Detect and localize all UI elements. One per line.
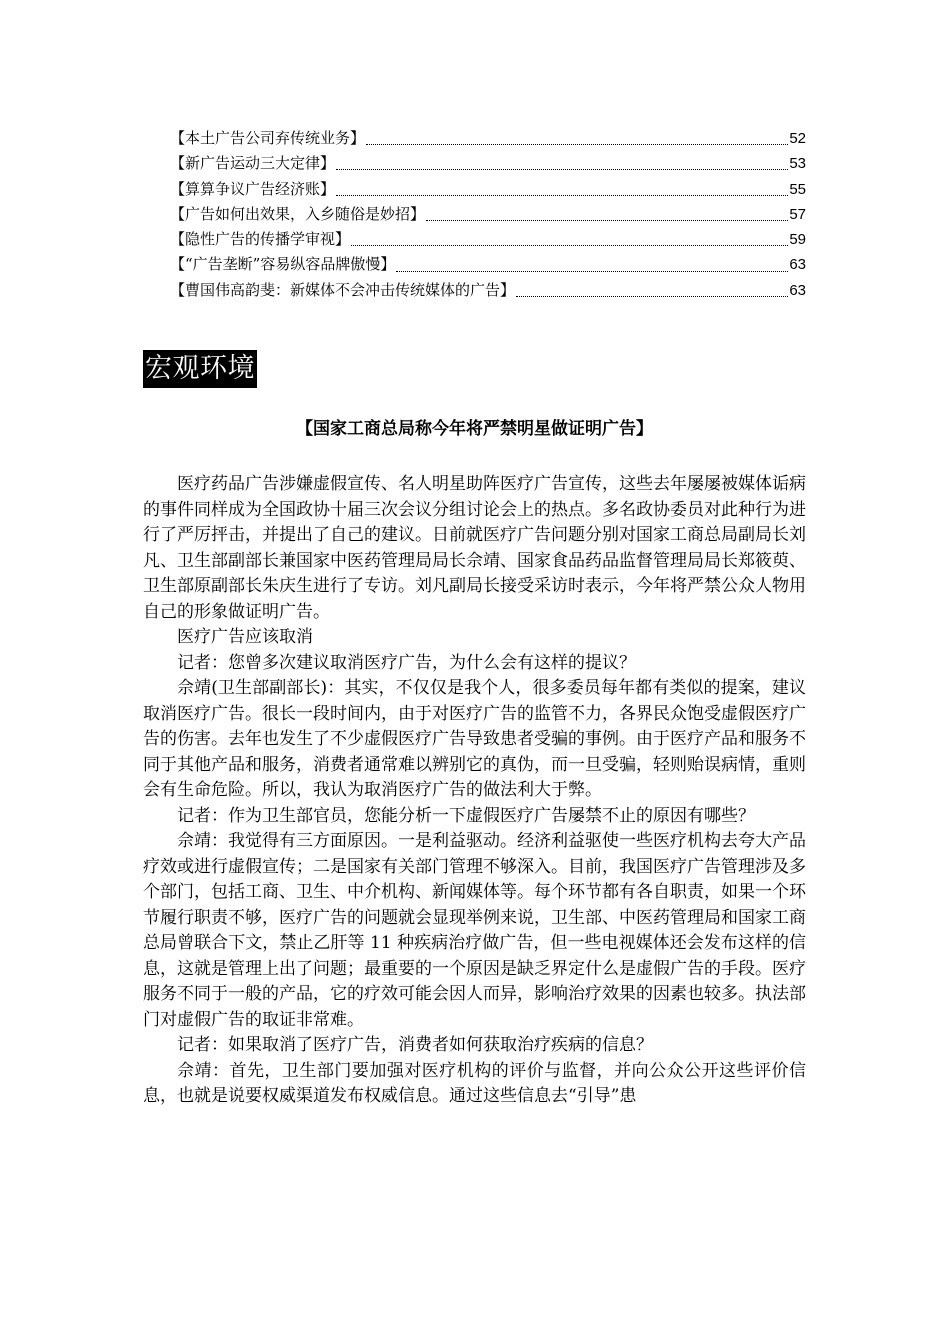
- toc-entry[interactable]: [170, 126, 806, 151]
- toc-entry[interactable]: [170, 278, 806, 303]
- toc-entry-title: 【曹国伟高韵斐：新媒体不会冲击传统媒体的广告】: [170, 280, 516, 299]
- toc-entry[interactable]: [170, 177, 806, 202]
- toc-entry[interactable]: [170, 202, 806, 227]
- toc-entry[interactable]: [170, 252, 806, 277]
- toc-leader-dots: [336, 153, 788, 170]
- toc-entry-page: 63: [789, 281, 806, 299]
- paragraph: 记者：作为卫生部官员，您能分析一下虚假医疗广告屡禁不止的原因有哪些？: [177, 805, 755, 826]
- paragraph: 佘靖：首先，卫生部门要加强对医疗机构的评价与监督，并向公众公开这些评价信息，也就是说要权威渠道发布权威信息。通过这些信息去“引导”患: [143, 1060, 806, 1106]
- table-of-contents: [170, 126, 806, 303]
- toc-leader-dots: [396, 255, 788, 272]
- paragraph: 佘靖：我觉得有三方面原因。一是利益驱动。经济利益驱使一些医疗机构去夸大产品疗效或进行虚假宣传；二是国家有关部门管理不够深入。目前，我国医疗广告管理涉及多个部门，包括工商、卫生、中介机构、新闻媒体等。每个环节都有各自职责，如果一个环节履行职责不够，医疗广告的问题就会显现举例来说，卫生部、中医药管理局和国家工商总局曾联合下文，禁止乙肝等 11 种疾病治疗做广告，但一些电视媒体还会发布这样的信息，这就是管理上出了问题；最重要的一个原因是缺乏界定什么是虚假广告的手段。医疗服务不同于一般的产品，它的疗效可能会因人而异，影响治疗效果的因素也较多。执法部门对虚假广告的取证非常难。: [143, 831, 806, 1030]
- paragraph: 医疗广告应该取消: [177, 627, 313, 647]
- section-heading: 宏观环境: [143, 350, 257, 388]
- toc-leader-dots: [366, 128, 788, 145]
- toc-entry-title: 【“广告垄断”容易纵容品牌傲慢】: [170, 255, 396, 274]
- toc-entry-title: 【本土广告公司弃传统业务】: [170, 129, 366, 147]
- toc-entry-page: 63: [789, 256, 806, 274]
- toc-leader-dots: [336, 179, 788, 196]
- toc-entry-page: 59: [789, 231, 806, 249]
- toc-entry[interactable]: [170, 151, 806, 176]
- paragraph: 记者：您曾多次建议取消医疗广告，为什么会有这样的提议？: [177, 652, 636, 673]
- toc-entry-title: 【算算争议广告经济账】: [170, 179, 336, 198]
- toc-entry-title: 【新广告运动三大定律】: [170, 154, 336, 173]
- article-body: [143, 472, 806, 1110]
- toc-leader-dots: [516, 280, 788, 297]
- toc-entry-page: 55: [789, 180, 806, 198]
- toc-entry-page: 52: [789, 130, 806, 147]
- paragraph: 佘靖(卫生部副部长)：其实，不仅仅是我个人，很多委员每年都有类似的提案，建议取消医疗广告。很长一段时间内，由于对医疗广告的监管不力，各界民众饱受虚假医疗广告的伤害。去年也发生了不少虚假医疗广告导致患者受骗的事例。由于医疗产品和服务不同于其他产品和服务，消费者通常难以辨别它的真伪，而一旦受骗，轻则贻误病情，重则会有生命危险。所以，我认为取消医疗广告的做法利大于弊。: [143, 678, 806, 800]
- article-title: 【国家工商总局称今年将严禁明星做证明广告】: [296, 419, 653, 439]
- toc-entry-page: 53: [789, 155, 806, 173]
- toc-leader-dots: [351, 229, 788, 246]
- paragraph: 记者：如果取消了医疗广告，消费者如何获取治疗疾病的信息？: [177, 1035, 653, 1055]
- toc-entry[interactable]: [170, 227, 806, 252]
- toc-leader-dots: [426, 204, 788, 221]
- toc-entry-page: 57: [789, 205, 806, 223]
- toc-entry-title: 【隐性广告的传播学审视】: [170, 230, 351, 249]
- paragraph: 医疗药品广告涉嫌虚假宣传、名人明星助阵医疗广告宣传，这些去年屡屡被媒体诟病的事件同样成为全国政协十届三次会议分组讨论会上的热点。多名政协委员对此种行为进行了严厉抨击，并提出了自己的建议。日前就医疗广告问题分别对国家工商总局副局长刘凡、卫生部副部长兼国家中医药管理局局长佘靖、国家食品药品监督管理局局长郑筱萸、卫生部原副部长朱庆生进行了专访。刘凡副局长接受采访时表示，今年将严禁公众人物用自己的形象做证明广告。: [143, 474, 806, 622]
- toc-entry-title: 【广告如何出效果，入乡随俗是妙招】: [170, 204, 426, 223]
